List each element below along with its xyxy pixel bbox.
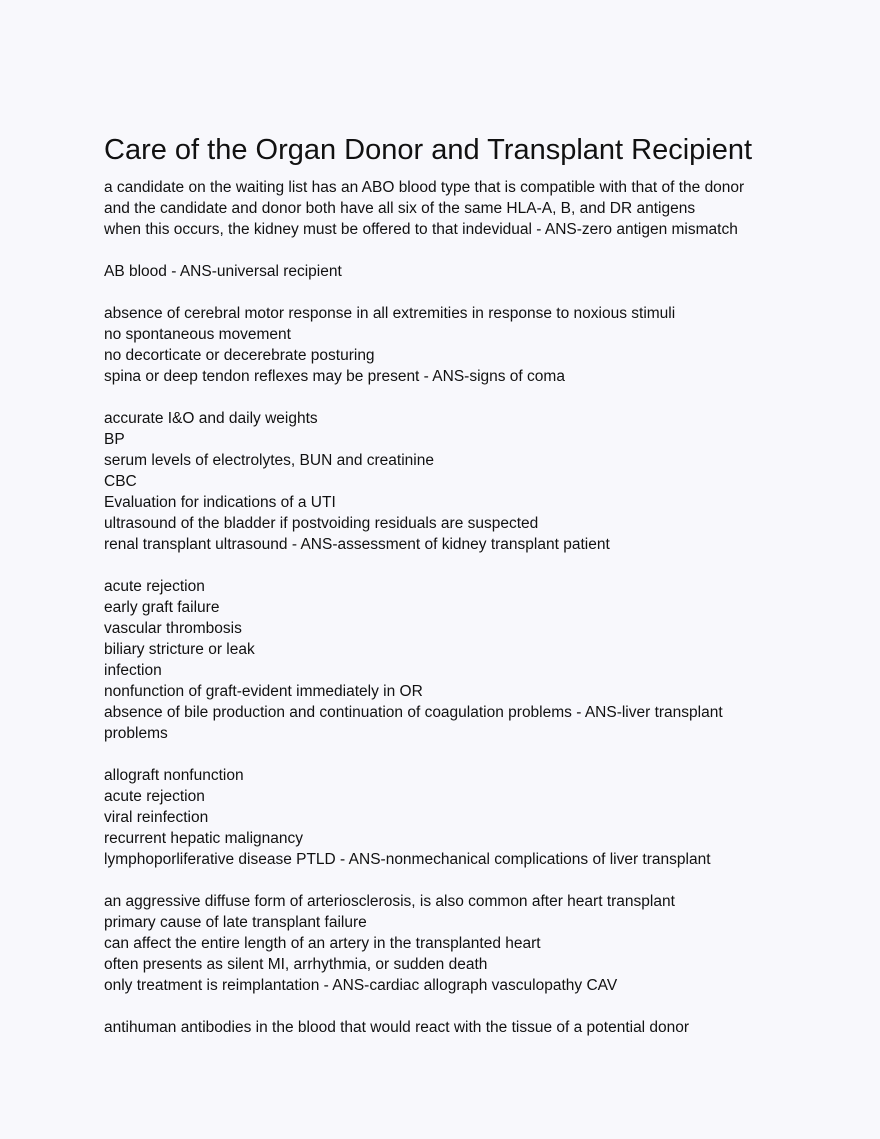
note-line: often presents as silent MI, arrhythmia, or sudden death: [104, 956, 488, 973]
note-line: vascular thrombosis: [104, 620, 242, 637]
note-line: allograft nonfunction: [104, 767, 244, 784]
page-title: Care of the Organ Donor and Transplant Recipient: [104, 134, 753, 166]
note-line: an aggressive diffuse form of arteriosclerosis, is also common after heart transplant: [104, 893, 675, 910]
note-line: AB blood - ANS-universal recipient: [104, 263, 342, 280]
note-line: recurrent hepatic malignancy: [104, 830, 304, 847]
note-line: can affect the entire length of an artery in the transplanted heart: [104, 935, 541, 952]
note-block: [104, 1017, 784, 1038]
note-line: nonfunction of graft-evident immediately in OR: [104, 683, 423, 700]
note-line: no decorticate or decerebrate posturing: [104, 347, 375, 364]
note-block: [104, 765, 784, 870]
note-line: antihuman antibodies in the blood that would react with the tissue of a potential donor: [104, 1019, 690, 1036]
note-line: a candidate on the waiting list has an ABO blood type that is compatible with that of the donor: [104, 179, 745, 196]
note-block: [104, 408, 784, 555]
note-line: CBC: [104, 473, 137, 490]
note-line: absence of cerebral motor response in all extremities in response to noxious stimuli: [104, 305, 676, 322]
note-block: [104, 303, 784, 387]
note-line: spina or deep tendon reflexes may be present - ANS-signs of coma: [104, 368, 565, 385]
note-line: BP: [104, 431, 125, 448]
note-block: [104, 576, 784, 744]
note-line: infection: [104, 662, 162, 679]
note-line: acute rejection: [104, 578, 205, 595]
document-page: [104, 131, 784, 1059]
note-line: accurate I&O and daily weights: [104, 410, 318, 427]
note-line: biliary stricture or leak: [104, 641, 255, 658]
note-line: renal transplant ultrasound - ANS-assessment of kidney transplant patient: [104, 536, 610, 553]
note-block: [104, 177, 784, 240]
note-line: absence of bile production and continuation of coagulation problems - ANS-liver transplant problems: [104, 704, 723, 742]
note-block: [104, 891, 784, 996]
note-line: Evaluation for indications of a UTI: [104, 494, 336, 511]
note-line: no spontaneous movement: [104, 326, 291, 343]
note-line: viral reinfection: [104, 809, 209, 826]
note-block: [104, 261, 784, 282]
note-line: when this occurs, the kidney must be offered to that indevidual - ANS-zero antigen mismatch: [104, 221, 738, 238]
note-line: ultrasound of the bladder if postvoiding residuals are suspected: [104, 515, 539, 532]
note-line: and the candidate and donor both have all six of the same HLA-A, B, and DR antigens: [104, 200, 696, 217]
note-line: acute rejection: [104, 788, 205, 805]
note-line: early graft failure: [104, 599, 220, 616]
note-line: only treatment is reimplantation - ANS-cardiac allograph vasculopathy CAV: [104, 977, 618, 994]
note-line: primary cause of late transplant failure: [104, 914, 367, 931]
note-line: lymphoporliferative disease PTLD - ANS-nonmechanical complications of liver transplant: [104, 851, 711, 868]
note-line: serum levels of electrolytes, BUN and creatinine: [104, 452, 434, 469]
